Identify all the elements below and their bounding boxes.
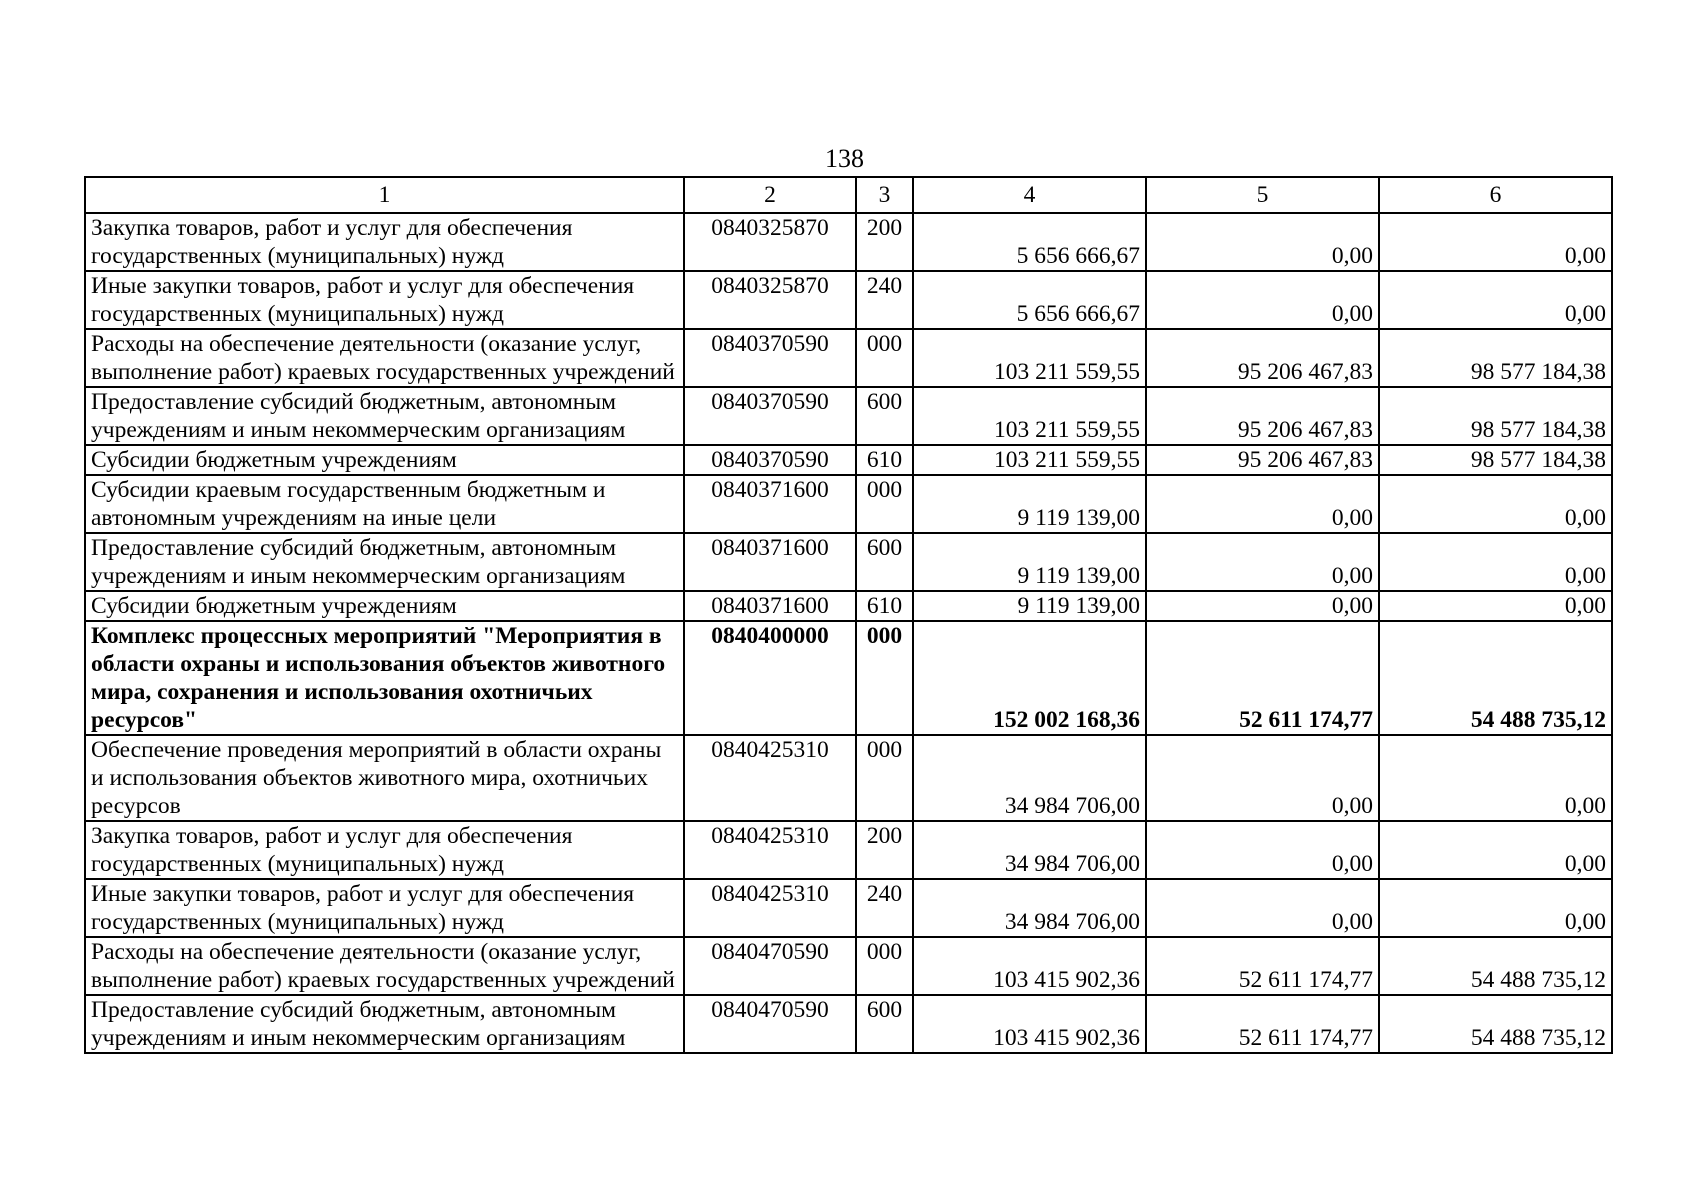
amount-col5-cell: 0,00 xyxy=(1146,591,1379,621)
amount-col6-cell: 0,00 xyxy=(1379,735,1612,821)
amount-col4-cell: 103 211 559,55 xyxy=(913,387,1146,445)
amount-col5-cell: 0,00 xyxy=(1146,213,1379,271)
amount-col6-cell: 98 577 184,38 xyxy=(1379,387,1612,445)
column-header-1: 1 xyxy=(85,177,684,213)
amount-col5-cell: 0,00 xyxy=(1146,533,1379,591)
code-cell: 0840371600 xyxy=(684,533,856,591)
group-cell: 240 xyxy=(856,879,913,937)
amount-col6-cell: 0,00 xyxy=(1379,475,1612,533)
name-cell: Комплекс процессных мероприятий "Мероприятия в области охраны и использования объектов животного мира, сохранения и использования охотничьих ресурсов" xyxy=(85,621,684,735)
amount-col4-cell: 103 211 559,55 xyxy=(913,445,1146,475)
group-cell: 000 xyxy=(856,735,913,821)
table-row xyxy=(85,821,1612,879)
amount-col5-cell: 0,00 xyxy=(1146,475,1379,533)
table-header-row xyxy=(85,177,1612,213)
amount-col6-cell: 0,00 xyxy=(1379,591,1612,621)
table-row xyxy=(85,621,1612,735)
group-cell: 200 xyxy=(856,213,913,271)
group-cell: 600 xyxy=(856,533,913,591)
amount-col4-cell: 34 984 706,00 xyxy=(913,879,1146,937)
amount-col4-cell: 9 119 139,00 xyxy=(913,533,1146,591)
table-row xyxy=(85,533,1612,591)
amount-col4-cell: 5 656 666,67 xyxy=(913,213,1146,271)
code-cell: 0840371600 xyxy=(684,475,856,533)
code-cell: 0840470590 xyxy=(684,937,856,995)
group-cell: 000 xyxy=(856,329,913,387)
amount-col4-cell: 152 002 168,36 xyxy=(913,621,1146,735)
amount-col6-cell: 0,00 xyxy=(1379,533,1612,591)
amount-col4-cell: 103 415 902,36 xyxy=(913,995,1146,1053)
page-number: 138 xyxy=(825,144,864,173)
name-cell: Иные закупки товаров, работ и услуг для обеспечения государственных (муниципальных) нужд xyxy=(85,271,684,329)
table-row xyxy=(85,591,1612,621)
name-cell: Расходы на обеспечение деятельности (оказание услуг, выполнение работ) краевых государственных учреждений xyxy=(85,329,684,387)
group-cell: 610 xyxy=(856,445,913,475)
table-row xyxy=(85,445,1612,475)
name-cell: Предоставление субсидий бюджетным, автономным учреждениям и иным некоммерческим организациям xyxy=(85,533,684,591)
code-cell: 0840325870 xyxy=(684,271,856,329)
code-cell: 0840470590 xyxy=(684,995,856,1053)
amount-col4-cell: 9 119 139,00 xyxy=(913,591,1146,621)
name-cell: Предоставление субсидий бюджетным, автономным учреждениям и иным некоммерческим организациям xyxy=(85,995,684,1053)
name-cell: Расходы на обеспечение деятельности (оказание услуг, выполнение работ) краевых государственных учреждений xyxy=(85,937,684,995)
amount-col6-cell: 54 488 735,12 xyxy=(1379,995,1612,1053)
code-cell: 0840425310 xyxy=(684,735,856,821)
group-cell: 200 xyxy=(856,821,913,879)
name-cell: Субсидии краевым государственным бюджетным и автономным учреждениям на иные цели xyxy=(85,475,684,533)
name-cell: Предоставление субсидий бюджетным, автономным учреждениям и иным некоммерческим организациям xyxy=(85,387,684,445)
amount-col5-cell: 0,00 xyxy=(1146,735,1379,821)
amount-col6-cell: 0,00 xyxy=(1379,821,1612,879)
amount-col4-cell: 9 119 139,00 xyxy=(913,475,1146,533)
amount-col5-cell: 52 611 174,77 xyxy=(1146,937,1379,995)
name-cell: Обеспечение проведения мероприятий в области охраны и использования объектов животного мира, охотничьих ресурсов xyxy=(85,735,684,821)
table-row xyxy=(85,995,1612,1053)
amount-col5-cell: 0,00 xyxy=(1146,821,1379,879)
budget-table xyxy=(84,176,1613,1054)
column-header-6: 6 xyxy=(1379,177,1612,213)
amount-col5-cell: 95 206 467,83 xyxy=(1146,387,1379,445)
amount-col6-cell: 0,00 xyxy=(1379,879,1612,937)
table-row xyxy=(85,937,1612,995)
amount-col5-cell: 0,00 xyxy=(1146,271,1379,329)
code-cell: 0840371600 xyxy=(684,591,856,621)
name-cell: Субсидии бюджетным учреждениям xyxy=(85,591,684,621)
amount-col6-cell: 0,00 xyxy=(1379,271,1612,329)
code-cell: 0840325870 xyxy=(684,213,856,271)
table-body xyxy=(85,177,1612,1053)
group-cell: 240 xyxy=(856,271,913,329)
table-row xyxy=(85,271,1612,329)
column-header-3: 3 xyxy=(856,177,913,213)
group-cell: 000 xyxy=(856,475,913,533)
table-row xyxy=(85,387,1612,445)
amount-col5-cell: 95 206 467,83 xyxy=(1146,329,1379,387)
name-cell: Закупка товаров, работ и услуг для обеспечения государственных (муниципальных) нужд xyxy=(85,213,684,271)
amount-col5-cell: 52 611 174,77 xyxy=(1146,995,1379,1053)
table-row xyxy=(85,329,1612,387)
amount-col4-cell: 34 984 706,00 xyxy=(913,735,1146,821)
code-cell: 0840370590 xyxy=(684,329,856,387)
amount-col6-cell: 0,00 xyxy=(1379,213,1612,271)
amount-col5-cell: 0,00 xyxy=(1146,879,1379,937)
group-cell: 600 xyxy=(856,995,913,1053)
column-header-4: 4 xyxy=(913,177,1146,213)
group-cell: 000 xyxy=(856,937,913,995)
amount-col5-cell: 95 206 467,83 xyxy=(1146,445,1379,475)
name-cell: Закупка товаров, работ и услуг для обеспечения государственных (муниципальных) нужд xyxy=(85,821,684,879)
table-row xyxy=(85,213,1612,271)
group-cell: 610 xyxy=(856,591,913,621)
amount-col4-cell: 5 656 666,67 xyxy=(913,271,1146,329)
code-cell: 0840425310 xyxy=(684,821,856,879)
amount-col4-cell: 34 984 706,00 xyxy=(913,821,1146,879)
table-row xyxy=(85,879,1612,937)
column-header-5: 5 xyxy=(1146,177,1379,213)
amount-col6-cell: 54 488 735,12 xyxy=(1379,621,1612,735)
amount-col4-cell: 103 415 902,36 xyxy=(913,937,1146,995)
amount-col4-cell: 103 211 559,55 xyxy=(913,329,1146,387)
table-row xyxy=(85,475,1612,533)
table-row xyxy=(85,735,1612,821)
amount-col6-cell: 54 488 735,12 xyxy=(1379,937,1612,995)
amount-col6-cell: 98 577 184,38 xyxy=(1379,445,1612,475)
group-cell: 600 xyxy=(856,387,913,445)
code-cell: 0840400000 xyxy=(684,621,856,735)
name-cell: Иные закупки товаров, работ и услуг для обеспечения государственных (муниципальных) нужд xyxy=(85,879,684,937)
amount-col5-cell: 52 611 174,77 xyxy=(1146,621,1379,735)
code-cell: 0840425310 xyxy=(684,879,856,937)
group-cell: 000 xyxy=(856,621,913,735)
amount-col6-cell: 98 577 184,38 xyxy=(1379,329,1612,387)
name-cell: Субсидии бюджетным учреждениям xyxy=(85,445,684,475)
code-cell: 0840370590 xyxy=(684,445,856,475)
column-header-2: 2 xyxy=(684,177,856,213)
code-cell: 0840370590 xyxy=(684,387,856,445)
